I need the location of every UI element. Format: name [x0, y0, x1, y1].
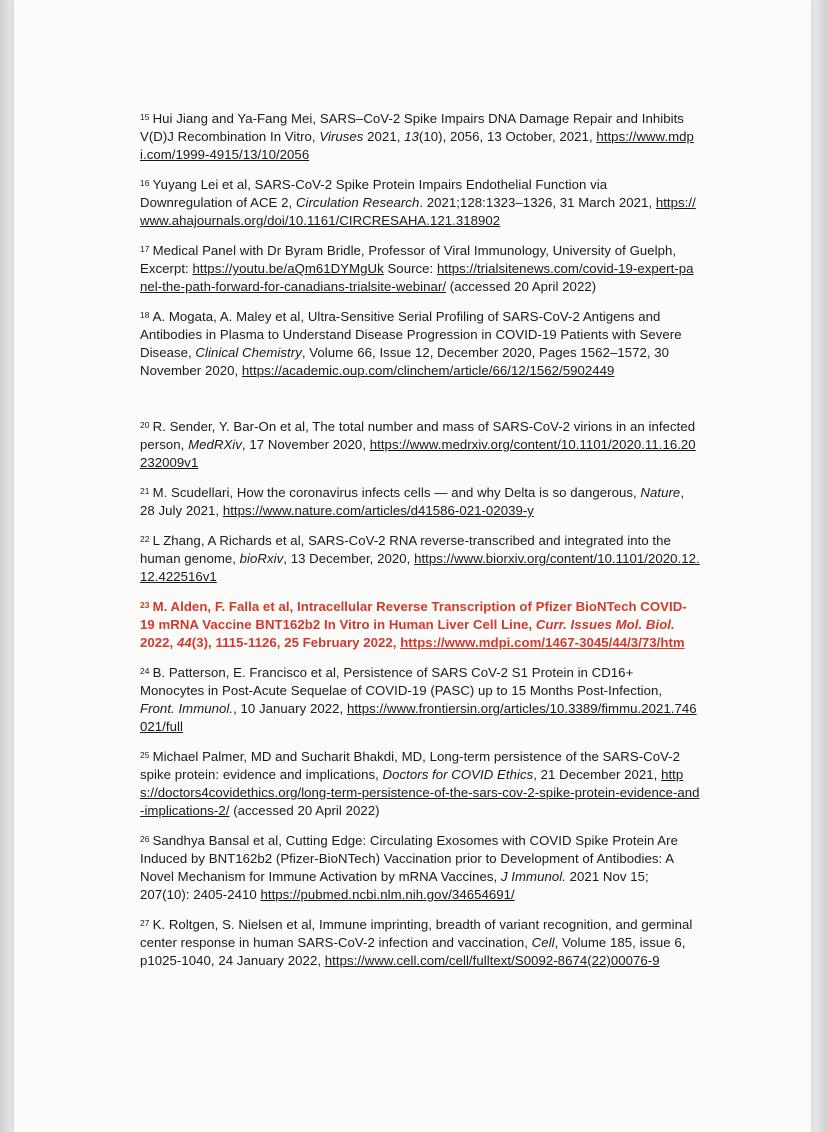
footnote-text: A. Mogata, A. Maley et al, Ultra-Sensitive Serial Profiling of SARS-CoV-2 Antigens and Antibodies in Plasma to Understand Disease Progression in COVID-19 Patients with Severe Disease, — [140, 309, 682, 360]
footnote-link[interactable]: https://youtu.be/aQm61DYMgUk — [192, 261, 384, 276]
journal-name: Circulation Research — [295, 195, 420, 210]
journal-volume: 44 — [176, 635, 192, 650]
journal-name: Curr. Issues Mol. Biol. — [535, 617, 675, 632]
footnote-text: 2022, — [140, 635, 177, 650]
footnote-link[interactable]: https://www.biorxiv.org/content/10.1101/2020.12.12.422516v1 — [140, 551, 700, 584]
footnote-text: 2021 Nov 15; 207(10): 2405-2410 — [140, 869, 649, 902]
footnote-number: 25 — [140, 750, 150, 760]
footnote-text: 2021, — [363, 129, 405, 144]
journal-name: Cell — [531, 935, 555, 950]
footnote-number: 24 — [140, 666, 150, 676]
footnote-text: , 13 December, 2020, — [283, 551, 415, 566]
footnote-link-source[interactable]: https://trialsitenews.com/covid-19-expert-panel-the-path-forward-for-canadians-trialsite-webinar/ — [140, 261, 694, 294]
footnote-number: 16 — [140, 178, 150, 188]
document-page — [14, 0, 811, 1132]
footnote-number: 27 — [140, 918, 150, 928]
footnote-text: , 17 November 2020, — [241, 437, 370, 452]
footnote-text: , 21 December 2021, — [533, 767, 662, 782]
footnote-link[interactable]: https://www.mdpi.com/1999-4915/13/10/2056 — [140, 129, 694, 162]
footnote-text: Michael Palmer, MD and Sucharit Bhakdi, MD, Long-term persistence of the SARS-CoV-2 spike protein: evidence and implications, — [140, 749, 681, 782]
footnote-27 — [140, 914, 700, 970]
journal-name: Viruses — [319, 129, 364, 144]
journal-name: J Immunol. — [500, 869, 566, 884]
footnote-link[interactable]: https://www.mdpi.com/1467-3045/44/3/73/htm — [400, 635, 685, 650]
footnote-21 — [140, 482, 700, 520]
footnote-17 — [140, 240, 700, 296]
footnote-text: M. Scudellari, How the coronavirus infects cells — and why Delta is so dangerous, — [152, 485, 641, 500]
footnote-number: 15 — [140, 112, 150, 122]
footnote-26 — [140, 830, 700, 904]
footnote-18 — [140, 306, 700, 380]
footnote-number: 22 — [140, 534, 150, 544]
footnote-20 — [140, 416, 700, 472]
footnote-link[interactable]: https://www.frontiersin.org/articles/10.3389/fimmu.2021.746021/full — [140, 701, 697, 734]
footnote-text: Yuyang Lei et al, SARS-CoV-2 Spike Protein Impairs Endothelial Function via Downregulation of ACE 2, — [140, 177, 608, 210]
footnote-link[interactable]: https://academic.oup.com/clinchem/article/66/12/1562/5902449 — [241, 363, 615, 378]
footnote-text: (accessed 20 April 2022) — [229, 803, 380, 818]
footnote-link[interactable]: https://www.medrxiv.org/content/10.1101/2020.11.16.20232009v1 — [140, 437, 696, 470]
footnote-link[interactable]: https://www.ahajournals.org/doi/10.1161/CIRCRESAHA.121.318902 — [140, 195, 696, 228]
footnote-text: K. Roltgen, S. Nielsen et al, Immune imprinting, breadth of variant recognition, and germinal center response in human SARS-CoV-2 infection and vaccination, — [140, 917, 693, 950]
footnote-number: 23 — [140, 600, 150, 610]
footnote-25 — [140, 746, 700, 820]
footnote-link[interactable]: https://www.cell.com/cell/fulltext/S0092-8674(22)00076-9 — [324, 953, 660, 968]
footnotes-list — [140, 108, 700, 980]
journal-name: Front. Immunol. — [140, 701, 234, 716]
footnote-22 — [140, 530, 700, 586]
footnote-text: Medical Panel with Dr Byram Bridle, Professor of Viral Immunology, University of Guelph, Excerpt: — [140, 243, 677, 276]
journal-name: MedRXiv — [188, 437, 242, 452]
footnote-link[interactable]: https://pubmed.ncbi.nlm.nih.gov/34654691/ — [260, 887, 515, 902]
journal-name: Doctors for COVID Ethics — [382, 767, 534, 782]
footnote-text: B. Patterson, E. Francisco et al, Persistence of SARS CoV-2 S1 Protein in CD16+ Monocytes in Post-Acute Sequelae of COVID-19 (PASC) up to 15 Months Post-Infection, — [140, 665, 663, 698]
footnote-text: . 2021;128:1323–1326, 31 March 2021, — [419, 195, 656, 210]
footnote-text: , Volume 185, issue 6, p1025-1040, 24 January 2022, — [140, 935, 686, 968]
footnote-number: 21 — [140, 486, 150, 496]
footnote-text: (accessed 20 April 2022) — [446, 279, 597, 294]
journal-name: bioRxiv — [239, 551, 284, 566]
journal-name: Nature — [640, 485, 681, 500]
footnote-text: , Volume 66, Issue 12, December 2020, Pages 1562–1572, 30 November 2020, — [140, 345, 670, 378]
footnote-text: , 28 July 2021, — [140, 485, 685, 518]
footnote-number: 18 — [140, 310, 150, 320]
footnote-text: Hui Jiang and Ya-Fang Mei, SARS–CoV-2 Spike Impairs DNA Damage Repair and Inhibits V(D)J Recombination In Vitro, — [140, 111, 684, 144]
footnote-number: 17 — [140, 244, 150, 254]
footnote-text: R. Sender, Y. Bar-On et al, The total number and mass of SARS-CoV-2 virions in an infected person, — [140, 419, 696, 452]
footnote-text: (10), 2056, 13 October, 2021, — [418, 129, 597, 144]
footnote-number: 20 — [140, 420, 150, 430]
footnote-link[interactable]: https://doctors4covidethics.org/long-term-persistence-of-the-sars-cov-2-spike-protein-evidence-and-implications-2/ — [140, 767, 700, 818]
footnote-text: Source: — [383, 261, 437, 276]
footnote-16 — [140, 174, 700, 230]
journal-volume: 13 — [404, 129, 419, 144]
footnote-text: , 10 January 2022, — [233, 701, 347, 716]
footnote-number: 26 — [140, 834, 150, 844]
footnote-23-highlighted — [140, 596, 700, 652]
footnote-text: Sandhya Bansal et al, Cutting Edge: Circulating Exosomes with COVID Spike Protein Are Induced by BNT162b2 (Pfizer-BioNTech) Vaccination prior to Development of Antibodies: A Novel Mechanism for Immune Activation by mRNA Vaccines, — [140, 833, 678, 884]
journal-name: Clinical Chemistry — [195, 345, 302, 360]
footnote-text: (3), 1115-1126, 25 February 2022, — [191, 635, 401, 650]
footnote-15 — [140, 108, 700, 164]
footnote-24 — [140, 662, 700, 736]
footnote-text: L Zhang, A Richards et al, SARS-CoV-2 RNA reverse-transcribed and integrated into the human genome, — [140, 533, 671, 566]
footnote-text: M. Alden, F. Falla et al, Intracellular Reverse Transcription of Pfizer BioNTech COVID-19 mRNA Vaccine BNT162b2 In Vitro in Human Liver Cell Line, — [140, 599, 687, 632]
footnote-link[interactable]: https://www.nature.com/articles/d41586-021-02039-y — [222, 503, 534, 518]
